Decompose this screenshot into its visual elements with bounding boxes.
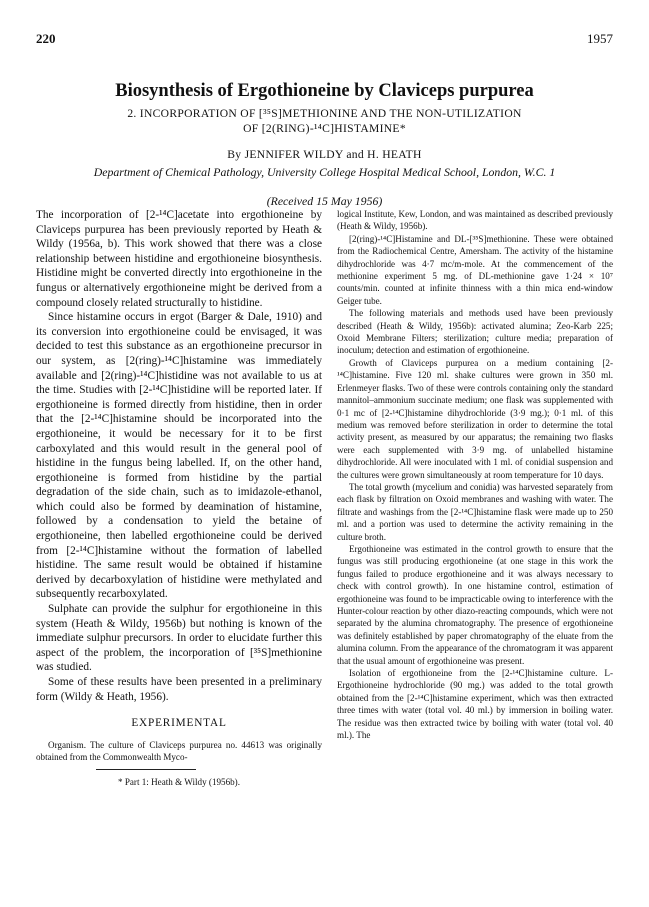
paragraph: Some of these results have been presented in a preliminary form (Wildy & Heath, 1956).	[36, 676, 322, 703]
paragraph: Isolation of ergothioneine from the [2-¹⁴C]histamine culture. L-Ergothioneine hydrochloride (90 mg.) was added to the total growth obtained from the [2-¹⁴C]histamine experiment, which was then extracted three times with water (total vol. 40 ml.) by immersion in boiling water. The residue was then extracted twice by boiling with water (total vol. 40 ml.). The	[337, 668, 613, 741]
paragraph: The total growth (mycelium and conidia) was harvested separately from each flask by filtration on Oxoid membranes and washing with water. The filtrate and washings from the [2-¹⁴C]histamine flask were made up to 250 ml. and a portion was used to determine the activity remaining in the culture broth.	[337, 481, 613, 542]
authors: By JENNIFER WILDY and H. HEATH	[227, 148, 422, 161]
paragraph: logical Institute, Kew, London, and was maintained as described previously (Heath & Wildy, 1956b).	[337, 209, 613, 232]
page-number: 220	[36, 31, 56, 46]
paragraph: Growth of Claviceps purpurea on a medium containing [2-¹⁴C]histamine. Five 120 ml. shake cultures were grown in 350 ml. Erlenmeyer flasks. Two of these were controls containing only the standard mannitol–ammonium succinate medium; one flask was supplemented with 0·1 mc of [2-¹⁴C]histamine dihydrochloride (3·9 mg.); 0·1 ml. of this medium was removed before sterilization in order to determine the total activity present, as measured by our apparatus; the remaining two flasks were each supplemented with 3·9 mg. of unlabelled histamine dihydrochloride. All were inoculated with 1 ml. of conidial suspension and the cultures were grown simultaneously at room temperature for 10 days.	[337, 357, 613, 480]
paragraph: Ergothioneine was estimated in the control growth to ensure that the fungus was still producing ergothioneine (at one stage in this work the fungus failed to produce ergothioneine and it was always necessary to check with control growth). In one histamine control, estimation of ergothioneine was found to be impracticable owing to interference with the Hunter-colour reaction by other diazo-reacting compounds, which were not separated by the alumina chromatography. The presence of ergothioneine was definitely established by paper chromatography of the eluate from the alumina column. From the appearance of the chromatogram it was apparent that the usual amount of ergothioneine was present.	[337, 543, 613, 666]
footnote: * Part 1: Heath & Wildy (1956b).	[118, 776, 240, 787]
right-column	[337, 208, 613, 741]
section-heading: EXPERIMENTAL	[131, 717, 227, 730]
paragraph: The following materials and methods used have been previously described (Heath & Wildy, 1956b): activated alumina; Zeo-Karb 225; Oxoid Membrane Filters; sterilization; culture media; preparation of inoculum; detection and estimation of ergothioneine.	[337, 308, 613, 356]
title-block	[20, 80, 629, 209]
paragraph-organism: Organism. The culture of Claviceps purpurea no. 44613 was originally obtained from the Commonwealth Myco-	[36, 739, 322, 763]
paragraph: Sulphate can provide the sulphur for ergothioneine in this system (Heath & Wildy, 1956b) but nothing is known of the immediate sulphur precursors. In order to elucidate further this aspect of the problem, the incorporation of [³⁵S]methionine was studied.	[36, 603, 322, 674]
article-subtitle	[20, 106, 629, 136]
footnote-rule	[96, 769, 196, 770]
left-column	[36, 208, 322, 789]
affiliation: Department of Chemical Pathology, University College Hospital Medical School, London, W.C. 1	[93, 165, 556, 179]
page-year: 1957	[587, 31, 613, 46]
paragraph: Since histamine occurs in ergot (Barger & Dale, 1910) and its conversion into ergothioneine could be envisaged, it was decided to test this substance as an ergothioneine precursor in our system, as [2(ring)-¹⁴C]histamine was immediately available and [2(ring)-¹⁴C]histidine was not available to us at the time. Studies with [2-¹⁴C]histidine will be reported later. If ergothioneine is formed directly from histidine, then in order that the [2-¹⁴C]histamine should be incorporated into the ergothioneine, it would be necessary for it to be first carboxylated and this would result in the general pool of histidine in the fungus being labelled. If, on the other hand, ergothioneine is formed from histidine by the partial degradation of the side chain, such as to imidazole-ethanol, which could also be formed by deamination of histamine, followed by a condensation to yield the betaine of ergothioneine, then labelled ergothioneine could be derived from [2-¹⁴C]histamine without the formation of labelled histidine. The same result would be obtained if histamine derived by decarboxylation of histidine were methylated and subsequently recarboxylated.	[36, 311, 322, 601]
subtitle-line-2: OF [2(RING)-¹⁴C]HISTAMINE*	[243, 122, 406, 135]
paragraph: [2(ring)-¹⁴C]Histamine and DL-[³⁵S]methionine. These were obtained from the Radiochemical Centre, Amersham. The activity of the histamine dihydrochloride was 4·7 mc/m-mole. At the commencement of the methionine experiment 5 mg. of DL-methionine gave 1·24 × 10⁷ counts/min. counted at infinite thinness with a thin mica end-window Geiger tube.	[337, 233, 613, 306]
received-date: (Received 15 May 1956)	[266, 194, 383, 208]
paragraph: The incorporation of [2-¹⁴C]acetate into ergothioneine by Claviceps purpurea has been previously reported by Heath & Wildy (1956a, b). This work showed that there was a close relationship between histidine and ergothioneine biosynthesis. Histidine might be converted directly into ergothioneine in the fungus or alternatively ergothioneine might be derived from a compound closely related structurally to histidine.	[36, 209, 322, 309]
article-title: Biosynthesis of Ergothioneine by Claviceps purpurea	[115, 81, 534, 101]
subtitle-line-1: 2. INCORPORATION OF [³⁵S]METHIONINE AND THE NON-UTILIZATION	[127, 107, 522, 120]
